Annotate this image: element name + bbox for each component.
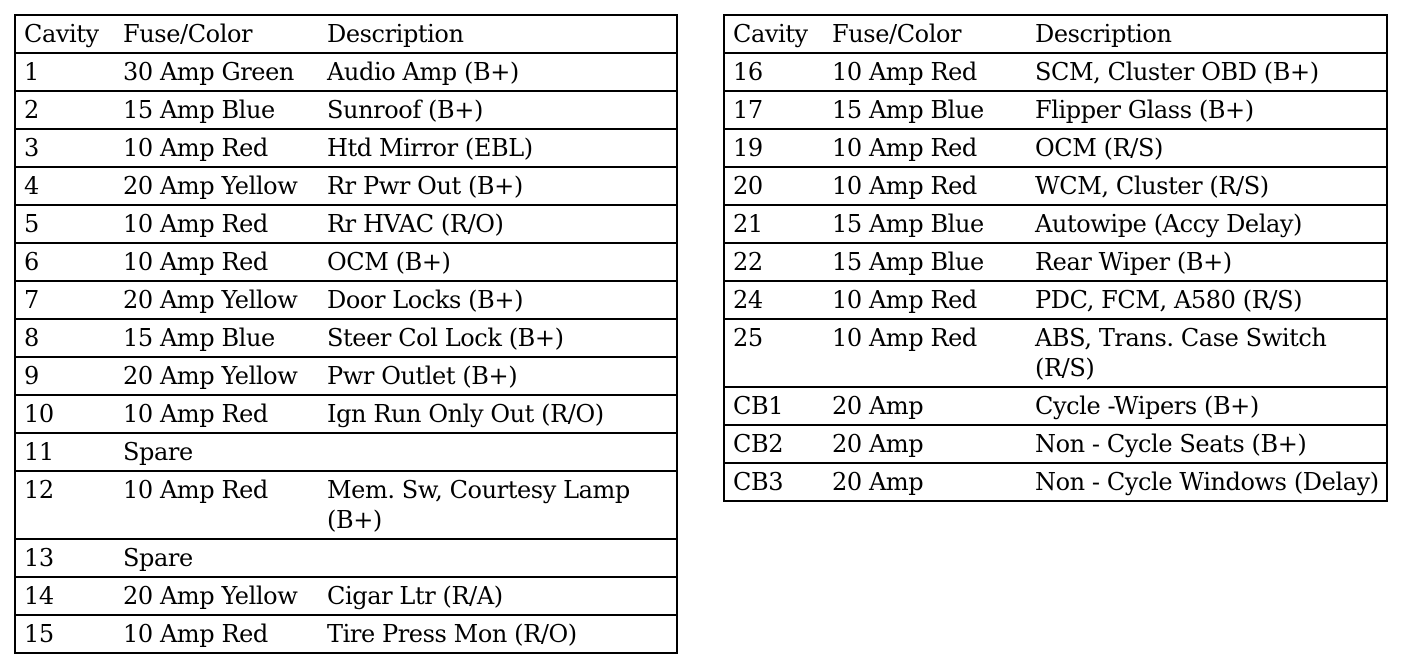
cell-cavity: 10 (15, 395, 115, 433)
column-header-description: Description (319, 15, 677, 53)
cell-cavity: 14 (15, 577, 115, 615)
cell-description: Cycle -Wipers (B+) (1027, 387, 1387, 425)
cell-description: PDC, FCM, A580 (R/S) (1027, 281, 1387, 319)
column-header-cavity: Cavity (724, 15, 824, 53)
cell-description: Rear Wiper (B+) (1027, 243, 1387, 281)
cell-cavity: 20 (724, 167, 824, 205)
cell-fuse-color: 15 Amp Blue (824, 91, 1027, 129)
cell-fuse-color: 30 Amp Green (115, 53, 319, 91)
cell-cavity: CB3 (724, 463, 824, 501)
cell-cavity: 16 (724, 53, 824, 91)
table-row (724, 53, 1387, 91)
cell-description: Audio Amp (B+) (319, 53, 677, 91)
cell-fuse-color: 10 Amp Red (824, 129, 1027, 167)
cell-cavity: 13 (15, 539, 115, 577)
cell-description: Rr Pwr Out (B+) (319, 167, 677, 205)
table-row (724, 167, 1387, 205)
table-row (724, 129, 1387, 167)
table-row (724, 425, 1387, 463)
cell-fuse-color: 15 Amp Blue (115, 319, 319, 357)
cell-description: Steer Col Lock (B+) (319, 319, 677, 357)
cell-cavity: CB2 (724, 425, 824, 463)
table-row (724, 281, 1387, 319)
table-row (15, 243, 677, 281)
cell-fuse-color: 10 Amp Red (115, 615, 319, 653)
table-row (15, 205, 677, 243)
cell-cavity: 15 (15, 615, 115, 653)
cell-description: OCM (R/S) (1027, 129, 1387, 167)
cell-description: Ign Run Only Out (R/O) (319, 395, 677, 433)
cell-fuse-color: 20 Amp Yellow (115, 577, 319, 615)
cell-cavity: 12 (15, 471, 115, 539)
cell-cavity: 3 (15, 129, 115, 167)
cell-description: Flipper Glass (B+) (1027, 91, 1387, 129)
cell-description: Sunroof (B+) (319, 91, 677, 129)
cell-fuse-color: 10 Amp Red (115, 471, 319, 539)
table-row (724, 319, 1387, 387)
cell-cavity: 1 (15, 53, 115, 91)
cell-fuse-color: 15 Amp Blue (824, 205, 1027, 243)
cell-fuse-color: 10 Amp Red (824, 53, 1027, 91)
cell-cavity: 5 (15, 205, 115, 243)
table-row (15, 433, 677, 471)
cell-cavity: 4 (15, 167, 115, 205)
cell-cavity: 7 (15, 281, 115, 319)
column-header-fuse-color: Fuse/Color (824, 15, 1027, 53)
cell-cavity: 19 (724, 129, 824, 167)
cell-description: Non - Cycle Seats (B+) (1027, 425, 1387, 463)
cell-fuse-color: 20 Amp Yellow (115, 357, 319, 395)
table-row (15, 615, 677, 653)
cell-description: Non - Cycle Windows (Delay) (1027, 463, 1387, 501)
cell-description: Mem. Sw, Courtesy Lamp (B+) (319, 471, 677, 539)
cell-cavity: 9 (15, 357, 115, 395)
cell-cavity: 2 (15, 91, 115, 129)
table-row (15, 167, 677, 205)
table-row (724, 387, 1387, 425)
table-row (15, 539, 677, 577)
table-row (15, 319, 677, 357)
fuse-table-right (723, 14, 1388, 502)
table-row (15, 395, 677, 433)
table-row (724, 243, 1387, 281)
cell-fuse-color: 10 Amp Red (824, 167, 1027, 205)
cell-description: ABS, Trans. Case Switch (R/S) (1027, 319, 1387, 387)
table-row (15, 471, 677, 539)
cell-cavity: 11 (15, 433, 115, 471)
column-header-cavity: Cavity (15, 15, 115, 53)
cell-cavity: 17 (724, 91, 824, 129)
cell-fuse-color: 10 Amp Red (115, 395, 319, 433)
cell-fuse-color: 10 Amp Red (824, 281, 1027, 319)
cell-fuse-color: 20 Amp (824, 387, 1027, 425)
cell-description: WCM, Cluster (R/S) (1027, 167, 1387, 205)
cell-description: Autowipe (Accy Delay) (1027, 205, 1387, 243)
cell-fuse-color: 10 Amp Red (115, 243, 319, 281)
fuse-table-left (14, 14, 678, 654)
cell-description: Door Locks (B+) (319, 281, 677, 319)
table-row (15, 281, 677, 319)
cell-description: Rr HVAC (R/O) (319, 205, 677, 243)
cell-cavity: CB1 (724, 387, 824, 425)
cell-fuse-color: Spare (115, 539, 319, 577)
cell-description: SCM, Cluster OBD (B+) (1027, 53, 1387, 91)
cell-description: OCM (B+) (319, 243, 677, 281)
cell-fuse-color: 10 Amp Red (115, 205, 319, 243)
fuse-table-left-body (15, 53, 677, 653)
cell-description (319, 433, 677, 471)
cell-cavity: 25 (724, 319, 824, 387)
table-row (724, 463, 1387, 501)
cell-description: Pwr Outlet (B+) (319, 357, 677, 395)
cell-fuse-color: 20 Amp Yellow (115, 167, 319, 205)
table-row (15, 91, 677, 129)
cell-fuse-color: 10 Amp Red (115, 129, 319, 167)
column-header-fuse-color: Fuse/Color (115, 15, 319, 53)
table-row (15, 53, 677, 91)
cell-fuse-color: 20 Amp (824, 463, 1027, 501)
cell-fuse-color: Spare (115, 433, 319, 471)
cell-description: Htd Mirror (EBL) (319, 129, 677, 167)
column-header-description: Description (1027, 15, 1387, 53)
cell-description: Cigar Ltr (R/A) (319, 577, 677, 615)
table-header-row (724, 15, 1387, 53)
cell-fuse-color: 20 Amp (824, 425, 1027, 463)
cell-fuse-color: 20 Amp Yellow (115, 281, 319, 319)
cell-cavity: 22 (724, 243, 824, 281)
table-row (15, 129, 677, 167)
cell-description: Tire Press Mon (R/O) (319, 615, 677, 653)
table-row (15, 357, 677, 395)
cell-description (319, 539, 677, 577)
table-row (15, 577, 677, 615)
table-row (724, 91, 1387, 129)
cell-cavity: 24 (724, 281, 824, 319)
cell-fuse-color: 15 Amp Blue (824, 243, 1027, 281)
cell-fuse-color: 15 Amp Blue (115, 91, 319, 129)
table-row (724, 205, 1387, 243)
fuse-table-right-body (724, 53, 1387, 501)
cell-fuse-color: 10 Amp Red (824, 319, 1027, 387)
cell-cavity: 21 (724, 205, 824, 243)
cell-cavity: 8 (15, 319, 115, 357)
cell-cavity: 6 (15, 243, 115, 281)
table-header-row (15, 15, 677, 53)
